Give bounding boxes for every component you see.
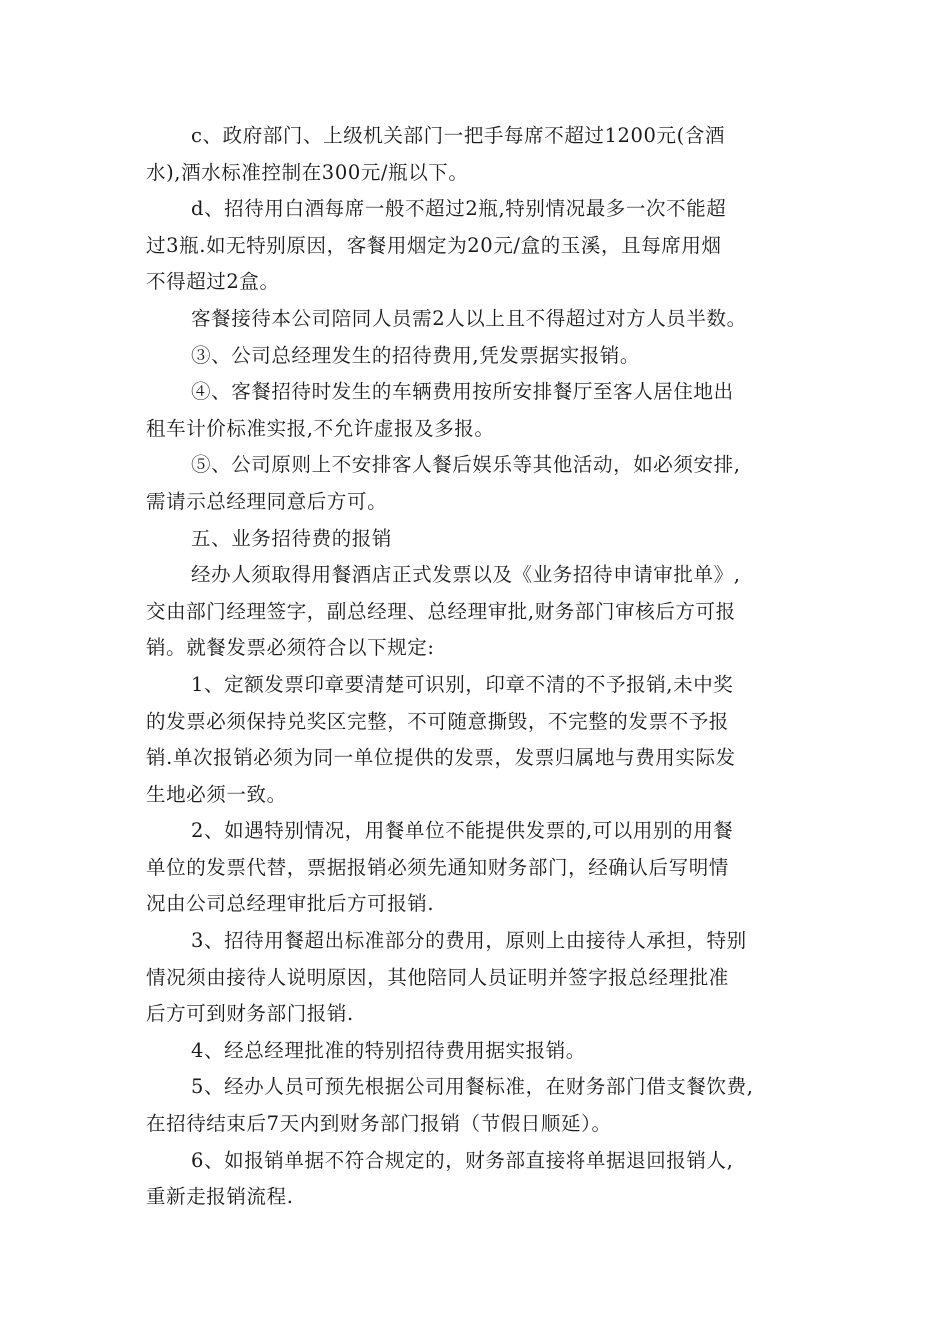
- text-line: 的发票必须保持兑奖区完整，不可随意撕毁，不完整的发票不予报: [146, 709, 729, 733]
- text-line: 水),酒水标准控制在300元/瓶以下。: [146, 160, 469, 184]
- text-line: 生地必须一致。: [146, 782, 287, 806]
- text-line: 6、如报销单据不符合规定的，财务部直接将单据退回报销人,: [191, 1148, 734, 1172]
- text-line: 需请示总经理同意后方可。: [146, 489, 388, 513]
- text-line: 客餐接待本公司陪同人员需2人以上且不得超过对方人员半数。: [191, 306, 747, 330]
- text-line: 销。就餐发票必须符合以下规定:: [146, 636, 435, 660]
- text-line: 销.单次报销必须为同一单位提供的发票，发票归属地与费用实际发: [146, 746, 736, 770]
- section-heading: 五、业务招待费的报销: [191, 526, 393, 550]
- document-body: [146, 118, 806, 1216]
- text-line: 重新走报销流程.: [146, 1185, 294, 1209]
- text-line: 5、经办人员可预先根据公司用餐标准，在财务部门借支餐饮费,: [191, 1075, 754, 1099]
- text-line: 经办人须取得用餐酒店正式发票以及《业务招待申请审批单》,: [191, 563, 741, 587]
- text-line: 况由公司总经理审批后方可报销.: [146, 892, 435, 916]
- text-line: 后方可到财务部门报销.: [146, 1002, 354, 1026]
- text-line: ⑤、公司原则上不安排客人餐后娱乐等其他活动，如必须安排,: [191, 453, 741, 477]
- text-line: 在招待结束后7天内到财务部门报销（节假日顺延）。: [146, 1112, 612, 1136]
- text-line: 情况须由接待人说明原因，其他陪同人员证明并签字报总经理批准: [146, 965, 729, 989]
- text-line: c、政府部门、上级机关部门一把手每席不超过1200元(含酒: [191, 124, 726, 147]
- text-line: 交由部门经理签字，副总经理、总经理审批,财务部门审核后方可报: [146, 599, 736, 623]
- text-line: 1、定额发票印章要清楚可识别，印章不清的不予报销,未中奖: [191, 672, 734, 696]
- text-line: 租车计价标准实报,不允许虚报及多报。: [146, 416, 495, 440]
- text-line: 不得超过2盒。: [146, 270, 280, 294]
- text-line: ④、客餐招待时发生的车辆费用按所安排餐厅至客人居住地出: [191, 380, 734, 404]
- text-line: 3、招待用餐超出标准部分的费用，原则上由接待人承担，特别: [191, 929, 747, 953]
- text-line: 单位的发票代替，票据报销必须先通知财务部门，经确认后写明情: [146, 855, 729, 879]
- text-line: ③、公司总经理发生的招待费用,凭发票据实报销。: [191, 343, 640, 367]
- text-line: 2、如遇特别情况，用餐单位不能提供发票的,可以用别的用餐: [191, 819, 734, 843]
- text-line: 4、经总经理批准的特别招待费用据实报销。: [191, 1038, 586, 1062]
- text-line: d、招待用白酒每席一般不超过2瓶,特别情况最多一次不能超: [191, 197, 727, 221]
- text-line: 过3瓶.如无特别原因，客餐用烟定为20元/盒的玉溪，且每席用烟: [146, 233, 722, 257]
